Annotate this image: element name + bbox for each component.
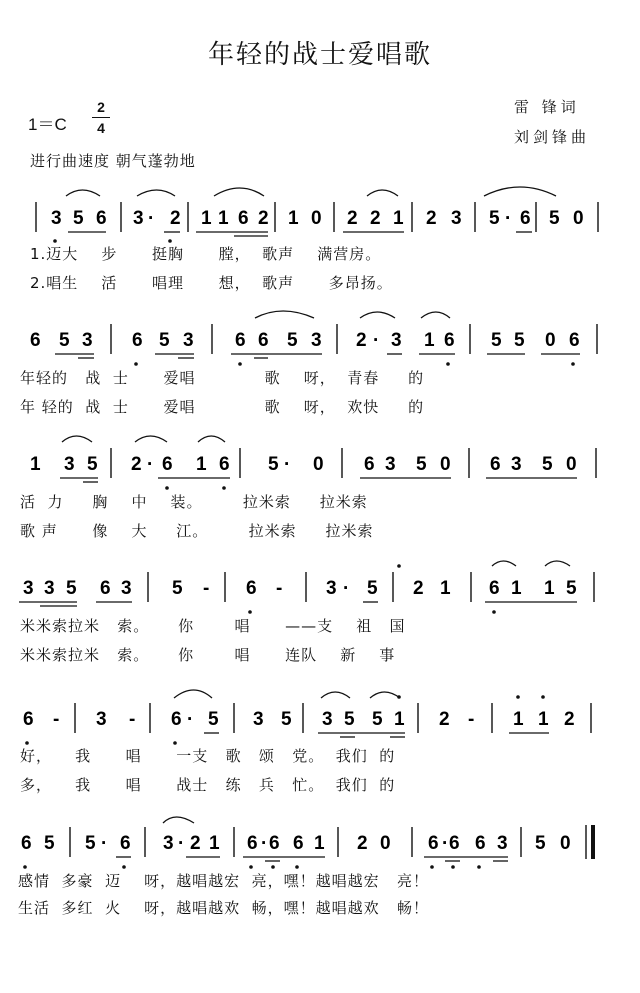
note-r3-17: 3 (511, 454, 522, 475)
note-r5-3: 3 (96, 709, 107, 730)
note-r2-4: 6 (132, 330, 143, 351)
note-r4-6: 5 (172, 578, 183, 599)
note-r3-2: 3 (64, 454, 75, 475)
note-r3-14: 5 (416, 454, 427, 475)
note-r3-4: 2 (131, 454, 142, 475)
note-r4-5: 3 (121, 578, 132, 599)
note-r5-17: 1 (538, 709, 549, 730)
note-r1-7: 1 (201, 208, 212, 229)
note-r2-19: 6 (569, 330, 580, 351)
note-r5-10: 3 (322, 709, 333, 730)
lyric-row1-verse2: 2.唱生 活 唱理 想， 歌声 多昂扬。 (30, 274, 393, 292)
note-r2-18: 0 (545, 330, 556, 351)
note-r4-13: 2 (413, 578, 424, 599)
note-r4-16: 1 (511, 578, 522, 599)
note-r3-10: · (284, 454, 291, 475)
lyric-row5-verse2: 多， 我 唱 战士 练 兵 忙。 我们 的 (20, 776, 396, 794)
note-r4-11: · (343, 578, 350, 599)
note-r2-6: 3 (183, 330, 194, 351)
note-r4-17: 1 (544, 578, 555, 599)
composer-credit: 刘剑锋曲 (514, 128, 591, 146)
note-r6-3: 5 (85, 833, 96, 854)
beam-underlines (19, 232, 580, 861)
note-r1-21: 5 (549, 208, 560, 229)
note-r1-12: 0 (311, 208, 322, 229)
note-r2-16: 5 (491, 330, 502, 351)
note-r1-4: 3 (133, 208, 144, 229)
lyric-row6-verse1: 感情 多豪 迈 呀，越唱越宏 亮，嘿！越唱越宏 亮！ (18, 872, 429, 890)
note-r1-13: 2 (347, 208, 358, 229)
note-r4-4: 6 (100, 578, 111, 599)
note-r2-14: 1 (424, 330, 435, 351)
note-r5-6: · (187, 709, 194, 730)
note-r1-1: 3 (51, 208, 62, 229)
note-r1-16: 2 (426, 208, 437, 229)
note-r6-16: 0 (380, 833, 391, 854)
note-r3-5: · (147, 454, 154, 475)
key-signature: 1＝C (28, 115, 67, 134)
note-r6-21: 3 (497, 833, 508, 854)
note-r6-2: 5 (44, 833, 55, 854)
note-r4-1: 3 (23, 578, 34, 599)
note-r2-3: 3 (82, 330, 93, 351)
note-r1-11: 1 (288, 208, 299, 229)
note-r5-18: 2 (564, 709, 575, 730)
note-r5-14: 2 (439, 709, 450, 730)
note-r1-6: 2 (170, 208, 181, 229)
note-r3-8: 6 (219, 454, 230, 475)
note-r2-7: 6 (235, 330, 246, 351)
lyric-row3-verse1: 活 力 胸 中 装。 拉米索 拉米索 (20, 493, 368, 511)
note-r6-1: 6 (21, 833, 32, 854)
note-r3-13: 3 (385, 454, 396, 475)
note-r3-18: 5 (542, 454, 553, 475)
lyric-row6-verse2: 生活 多红 火 呀，越唱越欢 畅，嘿！越唱越欢 畅！ (18, 899, 429, 917)
note-r2-17: 5 (514, 330, 525, 351)
note-r3-16: 6 (490, 454, 501, 475)
note-r3-7: 1 (196, 454, 207, 475)
note-r4-18: 5 (566, 578, 577, 599)
note-r6-23: 0 (560, 833, 571, 854)
note-r5-16: 1 (513, 709, 524, 730)
note-r2-12: · (373, 330, 380, 351)
lyric-row4-verse1: 米米索拉米 索。 你 唱 ——支 祖 国 (20, 617, 406, 635)
note-r2-2: 5 (59, 330, 70, 351)
note-r1-3: 6 (96, 208, 107, 229)
note-r6-10: 6 (247, 833, 258, 854)
lyric-row5-verse1: 好， 我 唱 一支 歌 颂 党。 我们 的 (20, 747, 396, 765)
note-r6-11: · (261, 833, 268, 854)
note-r6-4: · (101, 833, 108, 854)
note-r4-12: 5 (367, 578, 378, 599)
lyric-row1-verse1: 1.迈大 步 挺胸 膛， 歌声 满营房。 (30, 245, 382, 263)
note-r3-19: 0 (566, 454, 577, 475)
note-r3-12: 6 (364, 454, 375, 475)
note-r4-2: 3 (44, 578, 55, 599)
note-r6-18: · (442, 833, 449, 854)
lyricist-credit: 雷 锋词 (514, 98, 580, 116)
note-r6-6: 3 (163, 833, 174, 854)
note-r4-9: - (276, 578, 283, 599)
note-r4-3: 5 (66, 578, 77, 599)
time-signature-bottom: 4 (97, 120, 105, 136)
note-r6-19: 6 (449, 833, 460, 854)
note-r1-2: 5 (73, 208, 84, 229)
note-r6-13: 6 (293, 833, 304, 854)
note-r3-9: 5 (268, 454, 279, 475)
tempo-marking: 进行曲速度 朝气蓬勃地 (30, 152, 196, 170)
note-r1-20: 6 (520, 208, 531, 229)
note-r1-8: 1 (218, 208, 229, 229)
note-r5-11: 5 (344, 709, 355, 730)
song-title: 年轻的战士爱唱歌 (207, 40, 432, 70)
note-r3-3: 5 (87, 454, 98, 475)
lyric-row4-verse2: 米米索拉米 索。 你 唱 连队 新 事 (20, 646, 396, 664)
note-r2-8: 6 (258, 330, 269, 351)
note-r2-13: 3 (391, 330, 402, 351)
note-r6-5: 6 (120, 833, 131, 854)
note-r6-14: 1 (314, 833, 325, 854)
note-r3-15: 0 (440, 454, 451, 475)
note-r6-12: 6 (269, 833, 280, 854)
note-r5-5: 6 (171, 709, 182, 730)
note-r5-8: 3 (253, 709, 264, 730)
note-r3-6: 6 (162, 454, 173, 475)
note-r5-9: 5 (281, 709, 292, 730)
note-r4-10: 3 (326, 578, 337, 599)
lyric-row2-verse2: 年 轻的 战 士 爱唱 歌 呀， 欢快 的 (20, 398, 425, 416)
note-r2-11: 2 (356, 330, 367, 351)
lyric-row3-verse2: 歌 声 像 大 江。 拉米索 拉米索 (20, 522, 374, 540)
lyric-row2-verse1: 年轻的 战 士 爱唱 歌 呀， 青春 的 (20, 369, 425, 387)
note-r1-15: 1 (393, 208, 404, 229)
note-r5-12: 5 (372, 709, 383, 730)
note-r1-10: 2 (258, 208, 269, 229)
note-r6-15: 2 (357, 833, 368, 854)
note-r4-7: - (203, 578, 210, 599)
note-r4-14: 1 (440, 578, 451, 599)
note-r5-15: - (468, 709, 475, 730)
note-r1-5: · (148, 208, 155, 229)
note-r1-9: 6 (238, 208, 249, 229)
note-r2-9: 5 (287, 330, 298, 351)
note-r1-22: 0 (573, 208, 584, 229)
note-r6-9: 1 (209, 833, 220, 854)
note-r2-1: 6 (30, 330, 41, 351)
note-r5-1: 6 (23, 709, 34, 730)
note-r2-15: 6 (444, 330, 455, 351)
note-r5-4: - (129, 709, 136, 730)
note-r1-17: 3 (451, 208, 462, 229)
note-r6-7: · (178, 833, 185, 854)
note-r4-8: 6 (246, 578, 257, 599)
time-signature-top: 2 (97, 99, 105, 115)
note-r1-18: 5 (489, 208, 500, 229)
note-r6-22: 5 (535, 833, 546, 854)
note-r2-10: 3 (311, 330, 322, 351)
note-r6-8: 2 (190, 833, 201, 854)
note-r4-15: 6 (489, 578, 500, 599)
note-r5-7: 5 (208, 709, 219, 730)
note-r1-19: · (505, 208, 512, 229)
note-r5-13: 1 (394, 709, 405, 730)
note-r3-1: 1 (30, 454, 41, 475)
note-r1-14: 2 (370, 208, 381, 229)
note-r3-11: 0 (313, 454, 324, 475)
note-r5-2: - (53, 709, 60, 730)
note-r6-20: 6 (475, 833, 486, 854)
note-r6-17: 6 (428, 833, 439, 854)
note-r2-5: 5 (159, 330, 170, 351)
